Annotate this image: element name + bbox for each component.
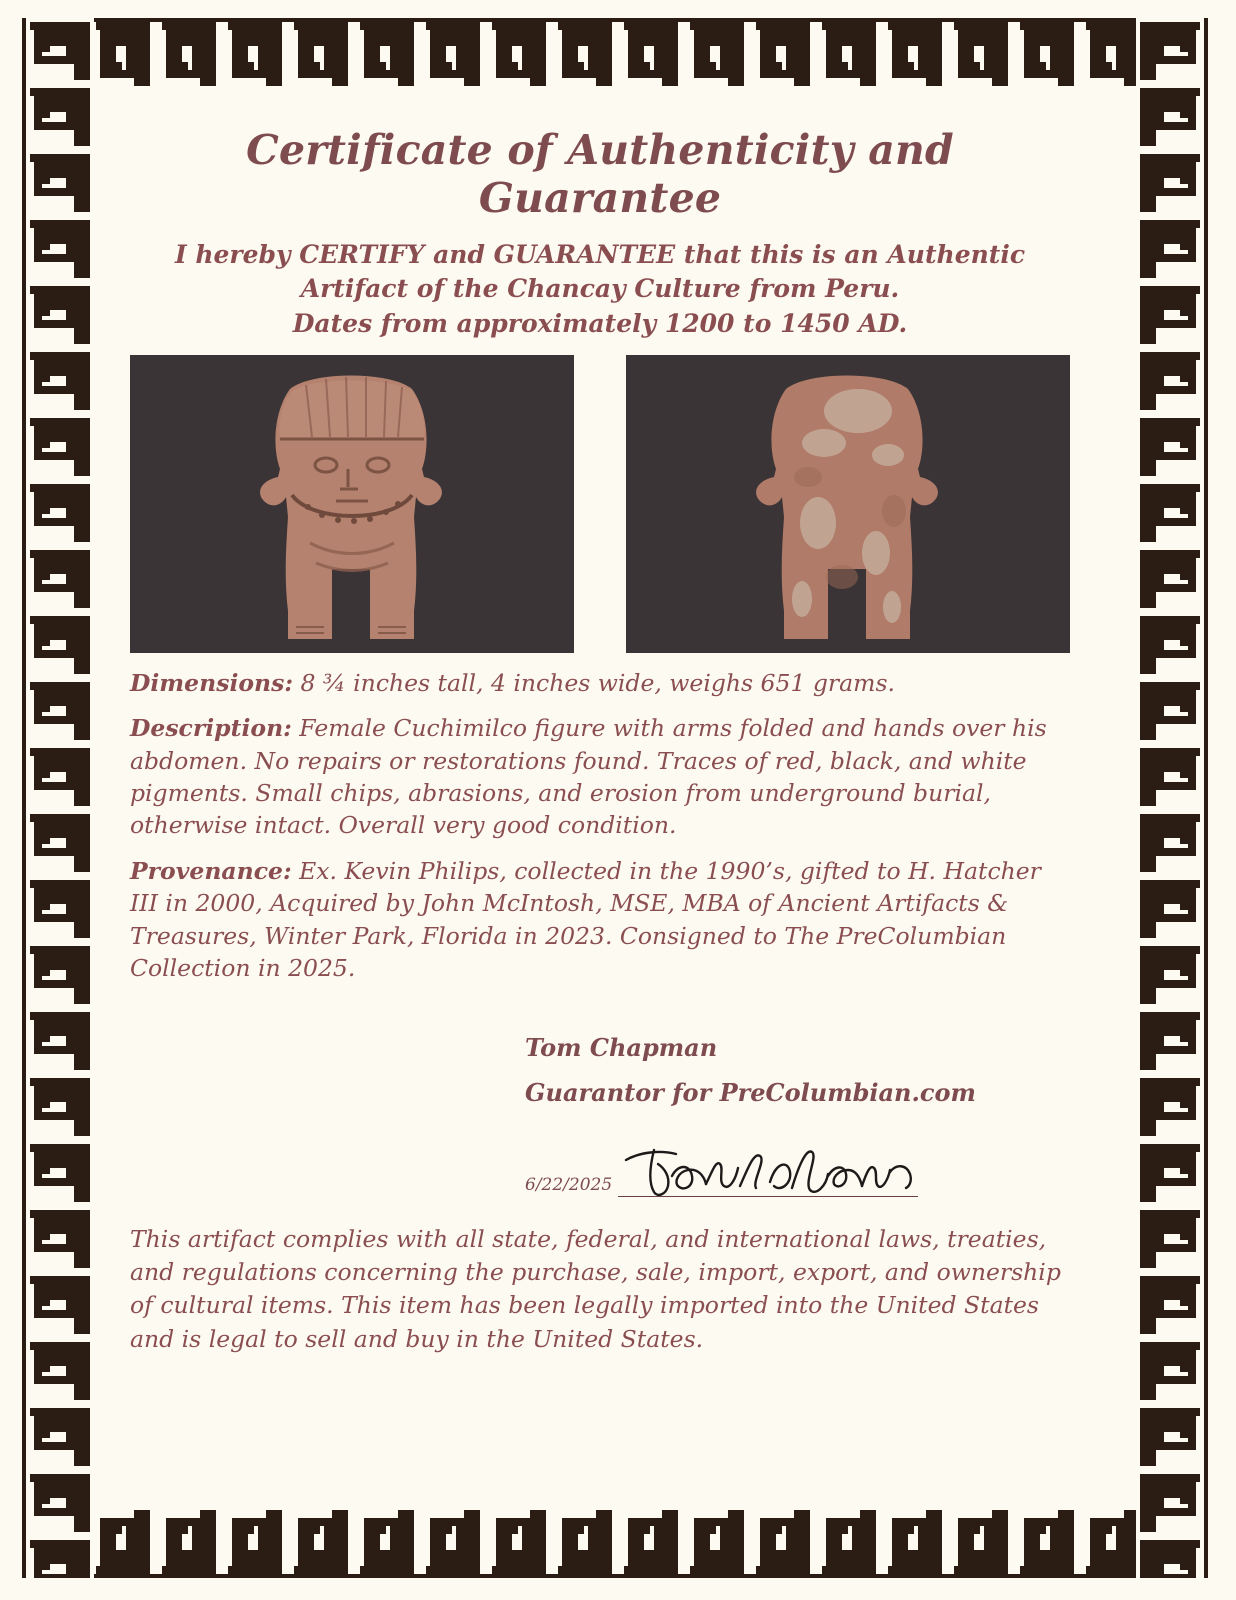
description-field [130, 712, 1070, 842]
greek-key-border-right [1136, 18, 1208, 1578]
certify-statement-line-2: Artifact of the Chancay Culture from Peru. [300, 274, 900, 304]
artifact-front-photo [130, 355, 574, 653]
signature-row [130, 1142, 1070, 1197]
provenance-field [130, 855, 1070, 985]
certify-statement [130, 238, 1070, 341]
description-label: Description: [130, 714, 292, 743]
signature-line [618, 1142, 918, 1197]
artifact-front-illustration [130, 355, 574, 653]
guarantor-title: Guarantor for PreColumbian.com [525, 1078, 976, 1108]
greek-key-border-bottom [22, 1506, 1208, 1578]
page-title: Certificate of Authenticity and Guarantee [246, 126, 954, 222]
handwritten-signature-icon [620, 1142, 920, 1200]
certify-statement-line-1: I hereby CERTIFY and GUARANTEE that this is an Authentic [174, 240, 1026, 269]
guarantor-block [130, 1025, 1070, 1116]
certificate-content [130, 118, 1070, 1486]
greek-key-border-top [22, 18, 1208, 90]
dimensions-label: Dimensions: [130, 668, 294, 697]
guarantor-name: Tom Chapman [525, 1032, 718, 1062]
provenance-value: Ex. Kevin Philips, collected in the 1990’s, gifted to H. Hatcher III in 2000, Acquired by John McIntosh, MSE, MBA of Ancient Artifacts & Treasures, Winter Park, Florida in 2023. Consigned to The PreColumbian Collection in 2025. [130, 856, 1041, 983]
signature-date: 6/22/2025 [525, 1174, 613, 1195]
artifact-back-illustration [626, 355, 1070, 653]
artifact-back-photo [626, 355, 1070, 653]
certify-statement-line-3: Dates from approximately 1200 to 1450 AD. [292, 308, 908, 338]
legal-notice: This artifact complies with all state, federal, and international laws, treaties, and regulations concerning the purchase, sale, import, export, and ownership of cultural items. This item has been legally imported into the United States and is legal to sell and buy in the United States. [130, 1224, 1061, 1353]
provenance-label: Provenance: [130, 856, 292, 885]
greek-key-border-left [22, 18, 94, 1578]
description-value: Female Cuchimilco figure with arms folded and hands over his abdomen. No repairs or restorations found. Traces of red, black, and white pigments. Small chips, abrasions, and erosion from underground burial, otherwise intact. Overall very good condition. [130, 714, 1047, 840]
artifact-photo-row [130, 355, 1070, 653]
dimensions-value: 8 ¾ inches tall, 4 inches wide, weighs 651 grams. [293, 668, 895, 697]
dimensions-field [130, 667, 1070, 699]
